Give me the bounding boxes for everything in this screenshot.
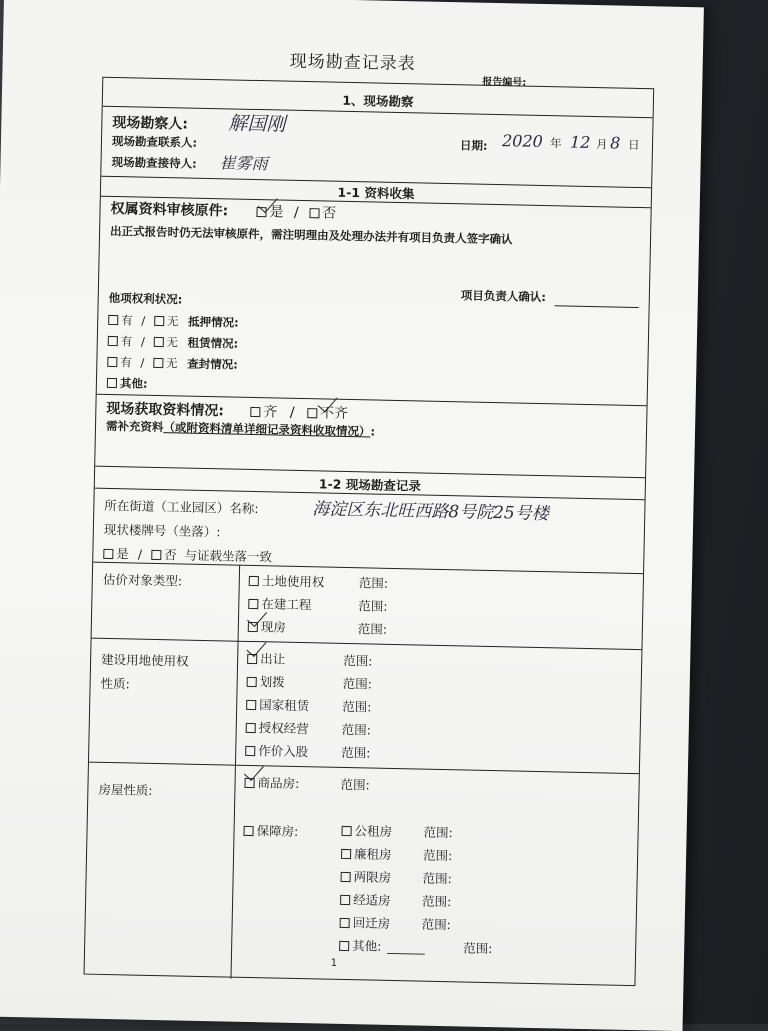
rights-row-mortgage — [108, 312, 239, 331]
seizure-label: 查封情况: — [187, 356, 238, 372]
scope-label: 范围: — [421, 916, 452, 933]
other-blank: ______ — [387, 938, 426, 955]
seizure-have-checkbox[interactable] — [107, 357, 117, 367]
none-label: 无 — [165, 356, 178, 371]
other-rights-checkbox[interactable] — [107, 378, 117, 388]
incomplete-checkbox[interactable] — [307, 408, 317, 418]
house-nature-label: 房屋性质: — [98, 781, 153, 798]
option-label: 国家租赁 — [259, 697, 310, 714]
reception-signature: 崔雾雨 — [219, 153, 268, 174]
affordable-sub-price-limited — [340, 867, 391, 886]
scope-label: 范围: — [341, 744, 371, 761]
option-label: 划拨 — [259, 674, 285, 690]
rights-row-seizure — [107, 354, 238, 373]
mortgage-have-checkbox[interactable] — [108, 315, 118, 325]
equity-checkbox[interactable] — [245, 746, 255, 756]
land-use-label-line1: 建设用地使用权 — [100, 651, 189, 669]
separator: / — [137, 546, 143, 562]
scope-label: 范围: — [463, 940, 493, 957]
pm-signature-line — [555, 305, 639, 308]
affordable-sub-resettlement — [340, 913, 391, 932]
none-label: 无 — [166, 314, 179, 329]
street-label: 所在街道（工业园区）名称: — [104, 497, 259, 517]
have-label: 有 — [120, 355, 133, 370]
section-1-1-title: 1-1 资料收集 — [337, 184, 415, 202]
option-label: 现房 — [260, 619, 287, 635]
page-number: 1 — [330, 957, 338, 969]
scope-label: 范围: — [357, 621, 388, 637]
other-house-checkbox[interactable] — [339, 941, 349, 951]
option-label: 授权经营 — [258, 720, 309, 737]
affordable-sub-low-rent — [341, 844, 392, 863]
original-no-checkbox[interactable] — [309, 208, 319, 218]
other-label: 其他: — [119, 376, 148, 391]
date-year: 2020 — [501, 131, 543, 151]
pm-confirm-label: 项目负责人确认: — [460, 288, 547, 305]
supplement-colon: : — [370, 424, 376, 439]
scope-label: 范围: — [422, 870, 452, 887]
consistent-yes-checkbox[interactable] — [103, 549, 113, 559]
original-review-note: 出正式报告时仍无法审核原件，需注明理由及处理办法并有项目负责人签字确认 — [109, 223, 513, 247]
consistent-no-checkbox[interactable] — [151, 550, 161, 560]
option-label: 其他: — [352, 938, 382, 954]
scope-label: 范围: — [422, 847, 453, 864]
surveyor-label: 现场勘察人: — [112, 114, 189, 133]
no-label: 否 — [163, 547, 177, 563]
scope-label: 范围: — [358, 598, 388, 614]
scope-label: 范围: — [342, 675, 373, 692]
surveyor-signature: 解国刚 — [228, 112, 286, 136]
mortgage-label: 抵押情况: — [187, 314, 239, 330]
scope-label: 范围: — [421, 893, 452, 910]
mortgage-none-checkbox[interactable] — [154, 316, 164, 326]
complete-checkbox[interactable] — [250, 407, 260, 417]
commercial-label: 商品房: — [257, 775, 300, 792]
scope-label: 范围: — [342, 698, 372, 715]
street-value: 海淀区东北旺西路8号院25号楼 — [312, 499, 549, 525]
authorized-checkbox[interactable] — [246, 723, 256, 733]
option-label: 两限房 — [353, 869, 392, 885]
other-rights-label: 他项权利状况: — [108, 290, 183, 307]
option-label: 在建工程 — [261, 596, 312, 613]
date-month: 12 — [569, 132, 591, 152]
affordable-label: 保障房: — [256, 823, 299, 840]
divider — [92, 638, 642, 651]
seizure-none-checkbox[interactable] — [153, 358, 163, 368]
scope-label: 范围: — [340, 776, 370, 793]
supplement-note: （或附资料清单详细记录资料收取情况） — [163, 420, 371, 439]
lease-label: 租赁情况: — [187, 335, 239, 351]
page-title: 现场勘查记录表 — [289, 51, 416, 75]
section-1-2-title: 1-2 现场勘查记录 — [318, 476, 421, 494]
affordable-sub-public — [341, 821, 392, 840]
land-use-option-authorized — [246, 718, 309, 737]
valuation-object-label: 估价对象类型: — [102, 571, 183, 589]
report-number-label: 报告编号: — [482, 76, 527, 89]
scope-label: 范围: — [358, 575, 389, 591]
scope-label: 范围: — [343, 652, 373, 669]
consistent-label: 与证载坐落一致 — [184, 547, 273, 565]
have-label: 有 — [120, 334, 133, 349]
yes-label: 是 — [116, 546, 130, 562]
obtained-options — [250, 401, 348, 423]
state-lease-checkbox[interactable] — [246, 700, 256, 710]
low-rent-checkbox[interactable] — [341, 849, 351, 859]
original-yes-label: 是 — [269, 204, 284, 221]
resettlement-checkbox[interactable] — [340, 918, 350, 928]
none-label: 无 — [166, 335, 179, 350]
lease-none-checkbox[interactable] — [153, 337, 163, 347]
separator: / — [140, 334, 145, 349]
option-label: 公租房 — [354, 823, 393, 839]
reception-label: 现场勘查接待人: — [111, 154, 197, 171]
affordable-sub-economy — [340, 890, 391, 909]
separator: / — [293, 204, 299, 221]
have-label: 有 — [121, 313, 133, 328]
affordable-option — [243, 821, 298, 840]
rights-row-lease — [108, 333, 239, 352]
separator: / — [289, 404, 295, 421]
allocation-checkbox[interactable] — [247, 677, 257, 687]
section-1-title: 1、现场勘察 — [342, 92, 414, 110]
land-checkbox[interactable] — [249, 576, 259, 586]
affordable-checkbox[interactable] — [243, 826, 253, 836]
public-rental-checkbox[interactable] — [341, 826, 351, 836]
house-number-label: 现状楼牌号（坐落）: — [103, 521, 221, 540]
land-use-label-line2: 性质: — [100, 675, 131, 692]
land-use-option-equity — [245, 741, 308, 760]
original-no-label: 否 — [321, 205, 337, 222]
date-year-unit: 年 — [549, 136, 562, 151]
price-limited-checkbox[interactable] — [341, 872, 351, 882]
affordable-sub-other — [339, 936, 425, 956]
lease-have-checkbox[interactable] — [108, 336, 118, 346]
complete-label: 齐 — [263, 404, 278, 421]
land-use-option-allocation — [247, 672, 285, 691]
obtained-label: 现场获取资料情况: — [106, 400, 225, 420]
form-frame — [84, 77, 655, 986]
incomplete-label: 不齐 — [319, 405, 349, 422]
option-label: 土地使用权 — [261, 573, 325, 590]
original-review-label: 权属资料审核原件: — [110, 200, 229, 220]
separator: / — [140, 355, 145, 370]
date-day-unit: 日 — [627, 137, 640, 153]
date-day: 8 — [609, 133, 621, 153]
option-label: 回迁房 — [352, 915, 391, 931]
date-label: 日期: — [459, 138, 488, 153]
separator: / — [141, 313, 146, 328]
supplement-label: 需补充资料 — [105, 418, 164, 435]
divider — [89, 762, 639, 775]
scope-label: 范围: — [341, 721, 372, 738]
scope-label: 范围: — [423, 824, 453, 841]
option-label: 经适房 — [353, 892, 391, 908]
rights-row-other — [107, 375, 148, 392]
valuation-option-land — [249, 571, 325, 591]
column-divider — [230, 565, 240, 979]
option-label: 作价入股 — [258, 743, 309, 760]
date-month-unit: 月 — [595, 137, 608, 152]
land-use-option-lease — [246, 695, 309, 714]
contact-label: 现场勘查联系人: — [111, 133, 198, 150]
economy-checkbox[interactable] — [340, 895, 350, 905]
option-label: 出让 — [260, 651, 286, 667]
option-label: 廉租房 — [353, 846, 392, 862]
